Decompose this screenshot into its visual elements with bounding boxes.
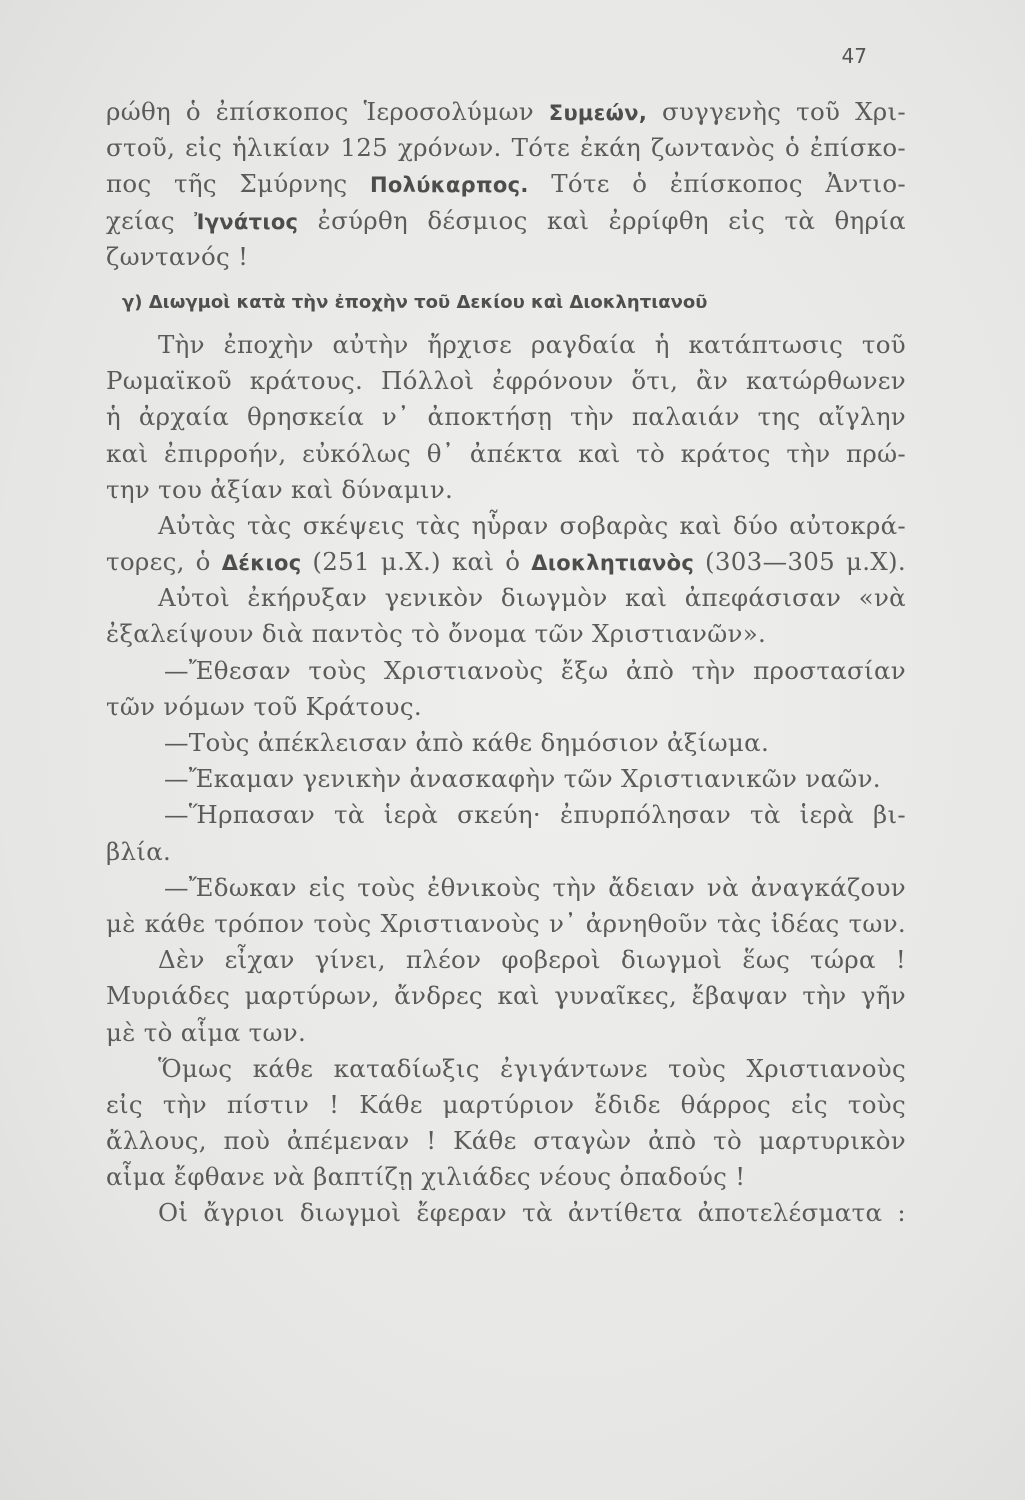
text-line xyxy=(106,94,906,130)
text-line xyxy=(106,166,906,202)
section-heading: γ) Διωγμοὶ κατὰ τὴν ἐποχὴν τοῦ Δεκίου καὶ Διοκλητιανοῦ xyxy=(122,291,708,313)
text-span: χείας xyxy=(106,205,195,235)
text-line: Αὐτοὶ ἐκήρυξαν γενικὸν διωγμὸν καὶ ἀπεφάσισαν «νὰ xyxy=(158,583,906,613)
text-line: βλία. xyxy=(106,836,172,866)
text-span: Τότε ὁ ἐπίσκοπος Ἀντιο- xyxy=(528,169,907,199)
text-line xyxy=(106,544,906,580)
text-line: ἐξαλείψουν διὰ παντὸς τὸ ὄνομα τῶν Χριστιανῶν». xyxy=(106,619,767,649)
text-line: στοῦ, εἰς ἡλικίαν 125 χρόνων. Τότε ἐκάη ζωντανὸς ὁ ἐπίσκο- xyxy=(106,133,906,163)
text-span: συγγενὴς τοῦ Χρι- xyxy=(647,97,906,126)
text-line: Δὲν εἶχαν γίνει, πλέον φοβεροὶ διωγμοὶ ἕως τώρα ! xyxy=(158,945,906,975)
text-line: αἷμα ἔφθανε νὰ βαπτίζῃ χιλιάδες νέους ὀπαδούς ! xyxy=(106,1162,746,1192)
bold-name: Διοκλητιανὸς xyxy=(531,551,695,576)
text-line: ἄλλους, ποὺ ἀπέμεναν ! Κάθε σταγὼν ἀπὸ τὸ μαρτυρικὸν xyxy=(106,1126,906,1156)
text-line xyxy=(106,203,906,239)
text-line: καὶ ἐπιρροήν, εὐκόλως θ᾽ ἀπέκτα καὶ τὸ κράτος τὴν πρώ- xyxy=(106,438,906,468)
text-span: τορες, ὁ xyxy=(106,547,222,577)
text-line: την του ἀξίαν καὶ δύναμιν. xyxy=(106,474,454,504)
bold-name: Ἰγνάτιος xyxy=(194,209,299,234)
text-line: —Ἔδωκαν εἰς τοὺς ἐθνικοὺς τὴν ἄδειαν νὰ ἀναγκάζουν xyxy=(164,872,906,902)
text-span: (303—305 μ.Χ). xyxy=(694,547,907,577)
text-span: ἐσύρθη δέσμιος καὶ ἐρρίφθη εἰς τὰ θηρία xyxy=(298,205,906,235)
text-line: Οἱ ἄγριοι διωγμοὶ ἔφεραν τὰ ἀντίθετα ἀποτελέσματα : xyxy=(158,1198,906,1228)
text-line: μὲ τὸ αἷμα των. xyxy=(106,1017,307,1047)
text-line: ζωντανός ! xyxy=(106,241,249,271)
text-line: μὲ κάθε τρόπον τοὺς Χριστιανοὺς ν᾽ ἀρνηθοῦν τὰς ἰδέας των. xyxy=(106,908,906,938)
text-line: —Ἔκαμαν γενικὴν ἀνασκαφὴν τῶν Χριστιανικῶν ναῶν. xyxy=(164,764,881,794)
text-line: Τὴν ἐποχὴν αὐτὴν ἤρχισε ραγδαία ἡ κατάπτωσις τοῦ xyxy=(158,329,906,359)
text-span: ρώθη ὁ ἐπίσκοπος Ἱεροσολύμων xyxy=(106,97,549,126)
bold-name: Δέκιος xyxy=(221,551,302,576)
text-body xyxy=(106,94,906,1232)
text-line: τῶν νόμων τοῦ Κράτους. xyxy=(106,691,422,721)
text-span: (251 μ.Χ.) καὶ ὁ xyxy=(301,547,532,577)
text-line: Ὅμως κάθε καταδίωξις ἐγιγάντωνε τοὺς Χριστιανοὺς xyxy=(158,1053,906,1083)
text-line: Ρωμαϊκοῦ κράτους. Πόλλοὶ ἐφρόνουν ὅτι, ἂν κατώρθωνεν xyxy=(106,366,906,396)
bold-name: Πολύκαρπος. xyxy=(370,173,529,198)
text-line: εἰς τὴν πίστιν ! Κάθε μαρτύριον ἔδιδε θάρρος εἰς τοὺς xyxy=(106,1089,906,1119)
text-line: Αὐτὰς τὰς σκέψεις τὰς ηὗραν σοβαρὰς καὶ δύο αὐτοκρά- xyxy=(158,510,906,540)
text-span: πος τῆς Σμύρνης xyxy=(106,169,370,199)
text-line: Μυριάδες μαρτύρων, ἄνδρες καὶ γυναῖκες, ἔβαψαν τὴν γῆν xyxy=(106,981,906,1011)
page-number: 47 xyxy=(841,44,867,68)
text-line: —Ἔθεσαν τοὺς Χριστιανοὺς ἔξω ἀπὸ τὴν προστασίαν xyxy=(164,655,906,685)
text-line: —Ἥρπασαν τὰ ἱερὰ σκεύη· ἐπυρπόλησαν τὰ ἱερὰ βι- xyxy=(164,800,906,830)
text-line: ἡ ἀρχαία θρησκεία ν᾽ ἀποκτήσῃ τὴν παλαιάν της αἴγλην xyxy=(106,402,906,432)
text-line: —Τοὺς ἀπέκλεισαν ἀπὸ κάθε δημόσιον ἀξίωμα. xyxy=(164,728,770,757)
bold-name: Συμεών, xyxy=(548,101,648,125)
